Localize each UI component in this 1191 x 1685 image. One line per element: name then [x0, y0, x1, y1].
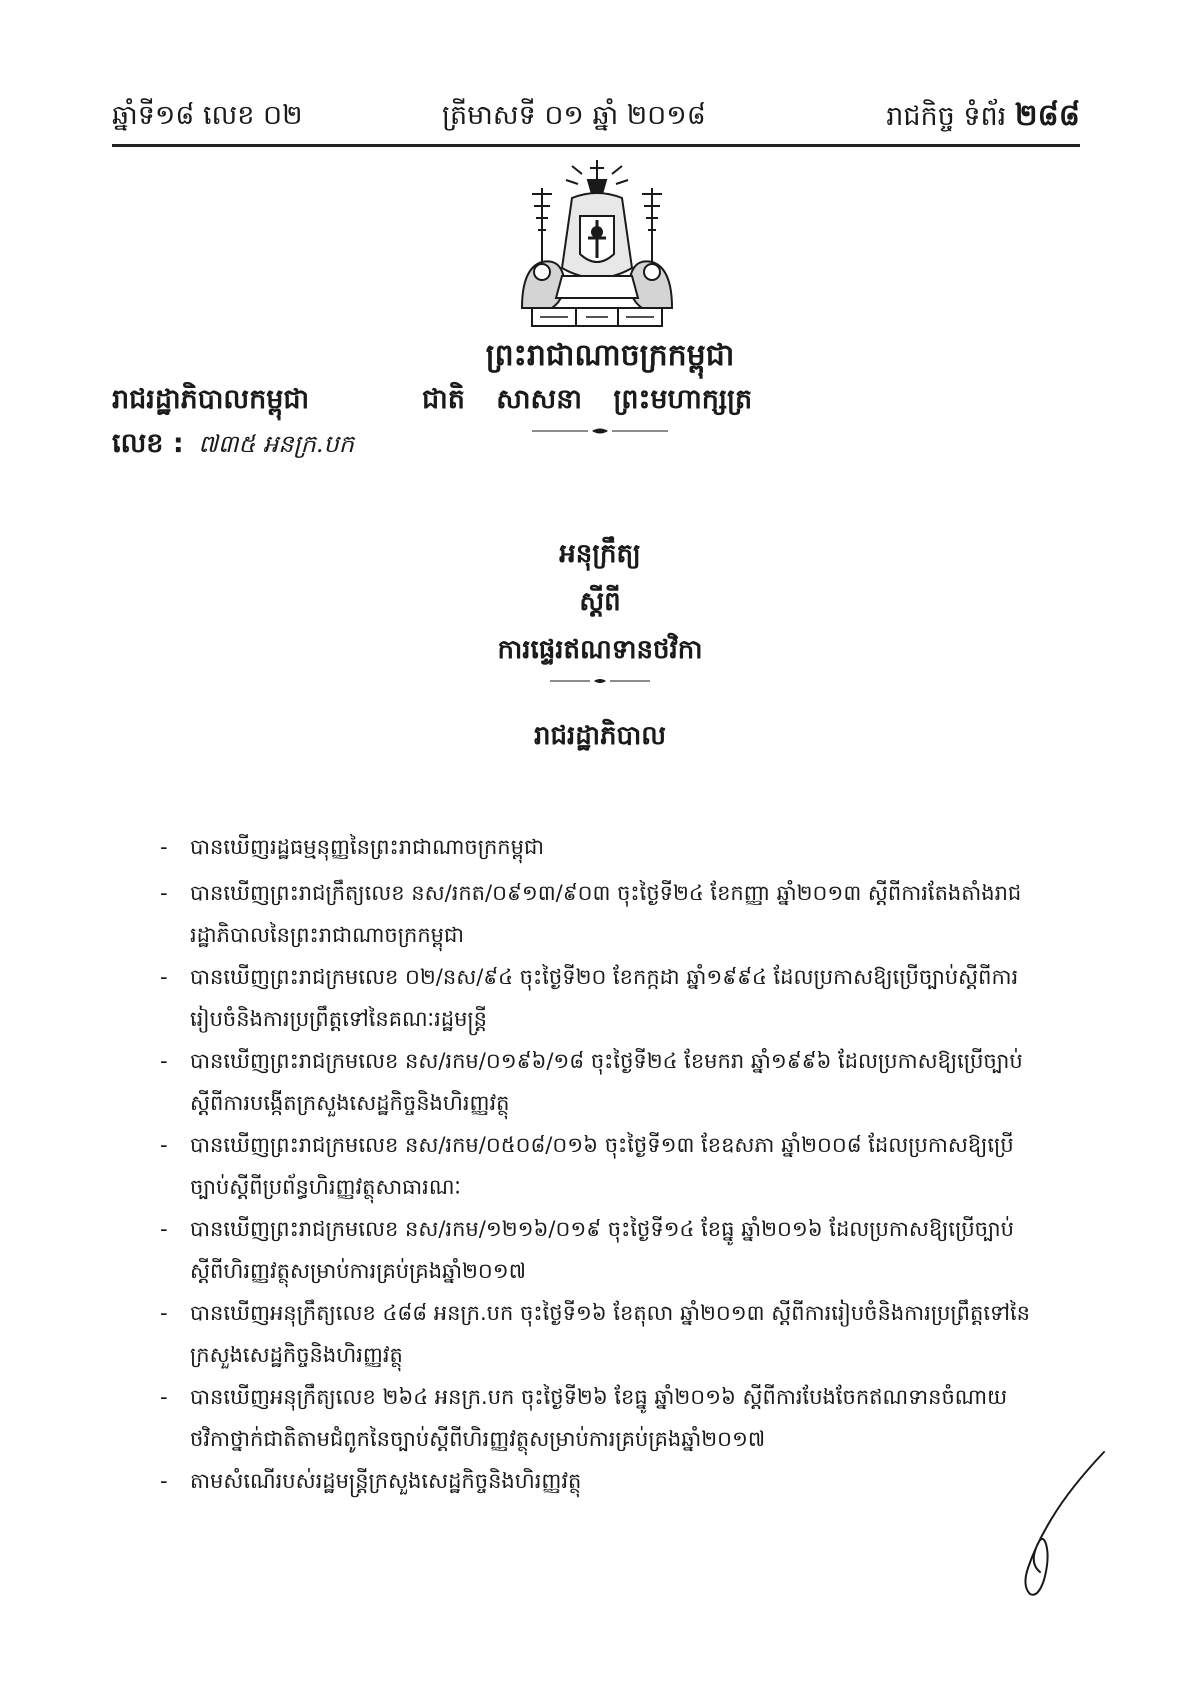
legal-references-list	[160, 826, 1040, 1506]
page-label: រាជកិច្ច ទំព័រ	[886, 101, 1007, 132]
list-item: - បានឃើញព្រះរាជក្រមលេខ នស/រកម/០៥០៨/០១៦ ចុះថ្ងៃទី១៣ ខែឧសភា ឆ្នាំ២០០៨ ដែលប្រកាសឱ្យប្រើច្បាប់ស្តីពីប្រព័ន្ធហិរញ្ញវត្ថុសាធារណៈ	[160, 1124, 1040, 1208]
kingdom-heading: ព្រះរាជាណាចក្រកម្ពុជា	[485, 338, 735, 373]
running-header	[112, 92, 1080, 147]
list-item: - បានឃើញព្រះរាជក្រឹត្យលេខ នស/រកត/០៩១៣/៩០៣ ចុះថ្ងៃទី២៤ ខែកញ្ញា ឆ្នាំ២០១៣ ស្តីពីការតែងតាំងរាជរដ្ឋាភិបាលនៃព្រះរាជាណាចក្រកម្ពុជា	[160, 872, 1040, 956]
document-number-value: ៧៣៥ អនក្រ.បក	[198, 430, 354, 458]
document-about: ស្តីពី	[579, 587, 621, 617]
list-item: - បានឃើញអនុក្រឹត្យលេខ ២៦៤ អនក្រ.បក ចុះថ្ងៃទី២៦ ខែធ្នូ ឆ្នាំ២០១៦ ស្តីពីការបែងចែកឥណទានចំណាយថវិកាថ្នាក់ជាតិតាមជំពូកនៃច្បាប់ស្តីពីហិរញ្ញវត្ថុសម្រាប់ការគ្រប់គ្រងឆ្នាំ២០១៧	[160, 1376, 1040, 1460]
gazette-page	[886, 96, 1080, 137]
document-number-label: លេខ :	[112, 428, 184, 459]
list-item: - បានឃើញអនុក្រឹត្យលេខ ៤៨៨ អនក្រ.បក ចុះថ្ងៃទី១៦ ខែតុលា ឆ្នាំ២០១៣ ស្តីពីការរៀបចំនិងការប្រព្រឹត្តទៅនៃក្រសួងសេដ្ឋកិច្ចនិងហិរញ្ញវត្ថុ	[160, 1292, 1040, 1376]
national-motto: ជាតិ សាសនា ព្រះមហាក្សត្រ	[422, 384, 753, 415]
list-item: - បានឃើញព្រះរាជក្រមលេខ នស/រកម/០១៩៦/១៨ ចុះថ្ងៃទី២៤ ខែមករា ឆ្នាំ១៩៩៦ ដែលប្រកាសឱ្យប្រើច្បាប់ស្តីពីការបង្កើតក្រសួងសេដ្ឋកិច្ចនិងហិរញ្ញវត្ថុ	[160, 1040, 1040, 1124]
issue-date: ត្រីមាសទី ០១ ឆ្នាំ ២០១៨	[442, 100, 706, 131]
royal-coat-of-arms-icon	[512, 158, 682, 334]
divider-ornament	[530, 426, 670, 436]
document-subject: ការផ្ទេរឥណទានថវិកា	[497, 635, 703, 665]
government-heading: រាជរដ្ឋាភិបាលកម្ពុជា	[112, 384, 310, 415]
page-number: ២៨៨	[1014, 98, 1080, 133]
document-type: អនុក្រឹត្យ	[559, 539, 641, 569]
handwritten-signature-icon	[1000, 1448, 1110, 1598]
divider-ornament	[548, 676, 652, 686]
document-issuer: រាជរដ្ឋាភិបាល	[533, 721, 667, 751]
list-item: - បានឃើញព្រះរាជក្រមលេខ នស/រកម/១២១៦/០១៩ ចុះថ្ងៃទី១៤ ខែធ្នូ ឆ្នាំ២០១៦ ដែលប្រកាសឱ្យប្រើច្បាប់ស្តីពីហិរញ្ញវត្ថុសម្រាប់ការគ្រប់គ្រងឆ្នាំ២០១៧	[160, 1208, 1040, 1292]
list-item: - តាមសំណើរបស់រដ្ឋមន្ត្រីក្រសួងសេដ្ឋកិច្ចនិងហិរញ្ញវត្ថុ	[160, 1460, 1040, 1502]
list-item: - បានឃើញរដ្ឋធម្មនុញ្ញនៃព្រះរាជាណាចក្រកម្ពុជា	[160, 826, 1040, 868]
list-item: - បានឃើញព្រះរាជក្រមលេខ ០២/នស/៩៤ ចុះថ្ងៃទី២០ ខែកក្កដា ឆ្នាំ១៩៩៤ ដែលប្រកាសឱ្យប្រើច្បាប់ស្តីពីការរៀបចំនិងការប្រព្រឹត្តទៅនៃគណៈរដ្ឋមន្ត្រី	[160, 956, 1040, 1040]
issue-number: ឆ្នាំទី១៨ លេខ ០២	[112, 100, 303, 131]
document-number	[112, 424, 354, 464]
